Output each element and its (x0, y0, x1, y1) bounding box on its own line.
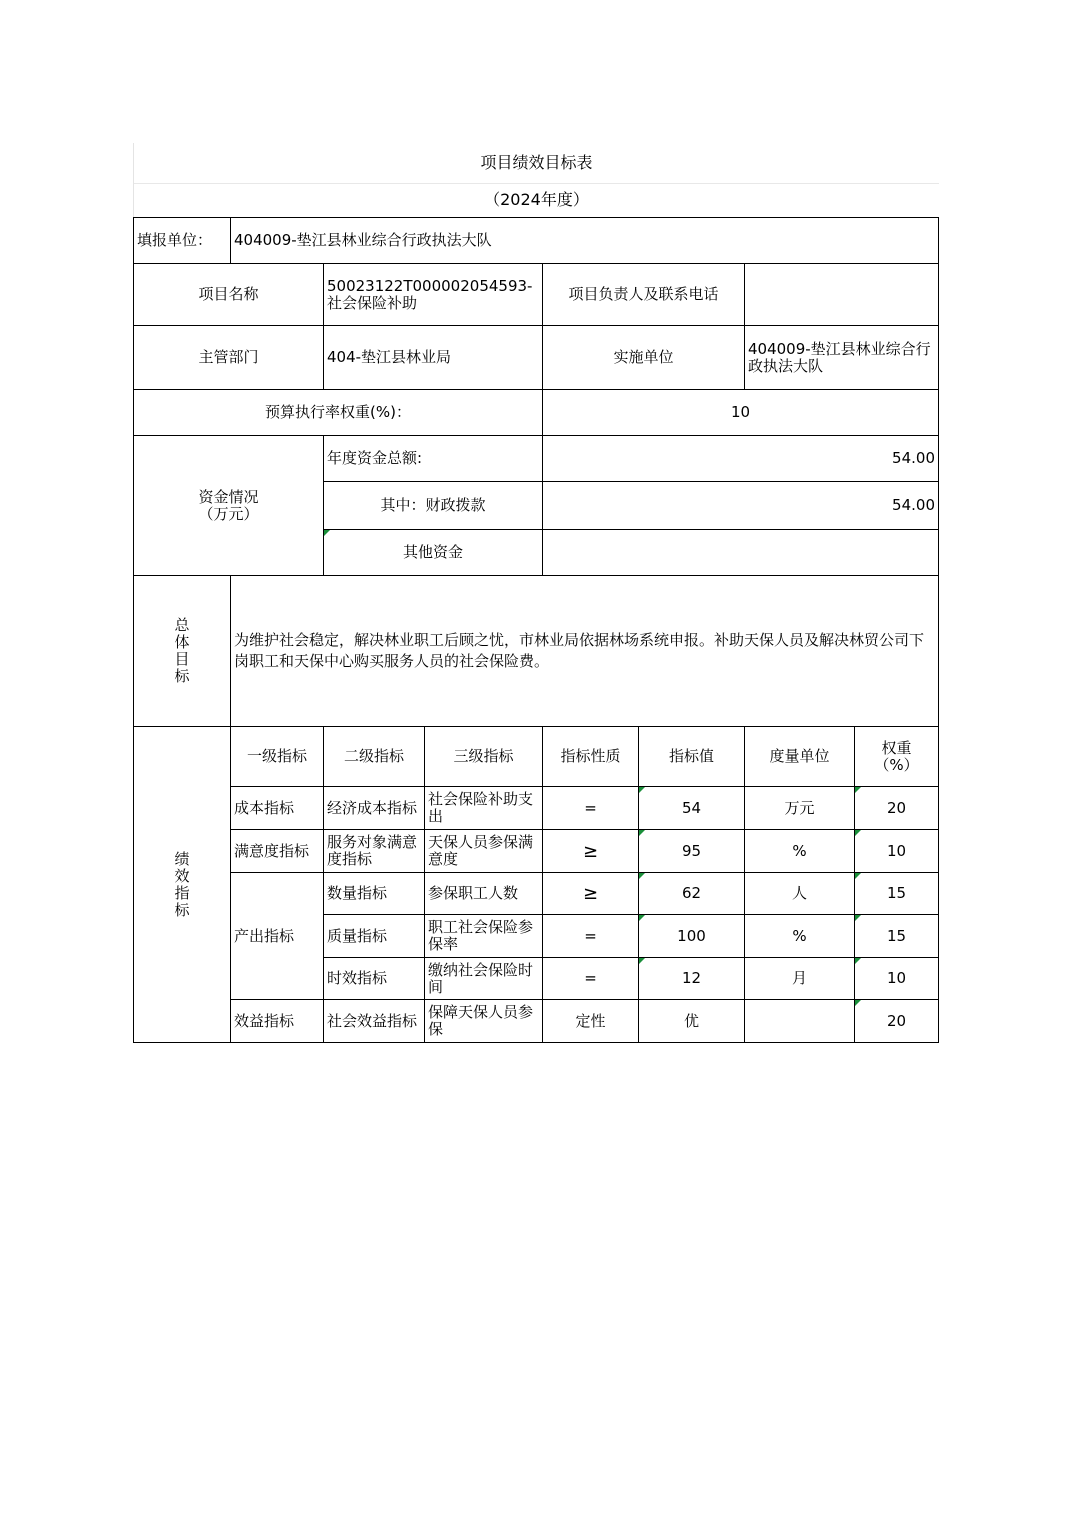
row-level2: 经济成本指标 (324, 787, 425, 830)
row-level2: 数量指标 (324, 873, 425, 915)
row-level2: 社会效益指标 (324, 1000, 425, 1043)
row-level3: 社会保险补助支出 (425, 787, 543, 830)
budget-weight-label: 预算执行率权重(%)： (134, 390, 543, 436)
row-level3: 天保人员参保满意度 (425, 830, 543, 873)
row-unit: % (745, 830, 855, 873)
impl-unit-label: 实施单位 (543, 326, 745, 390)
row-level2: 服务对象满意度指标 (324, 830, 425, 873)
row-level3: 参保职工人数 (425, 873, 543, 915)
row-value: 12 (639, 958, 745, 1000)
header-weight: 权重（%） (855, 727, 939, 787)
funds-total-label: 年度资金总额: (324, 436, 543, 482)
row-level2: 质量指标 (324, 915, 425, 958)
table-row (134, 1000, 939, 1043)
row-level2: 时效指标 (324, 958, 425, 1000)
row-level3: 职工社会保险参保率 (425, 915, 543, 958)
budget-weight-value: 10 (543, 390, 939, 436)
row-nature: = (543, 958, 639, 1000)
sheet-title: 项目绩效目标表 (133, 143, 939, 184)
row-weight: 10 (855, 958, 939, 1000)
row-value: 100 (639, 915, 745, 958)
table-row (134, 873, 939, 915)
row-unit (745, 1000, 855, 1043)
project-contact-value (745, 264, 939, 326)
header-level2: 二级指标 (324, 727, 425, 787)
indicators-label: 绩效指标 (134, 727, 231, 1043)
funds-other-value (543, 530, 939, 576)
row-nature: ≥ (543, 830, 639, 873)
sheet-year: （2024年度） (133, 183, 939, 217)
impl-unit-value: 404009-垫江县林业综合行政执法大队 (745, 326, 939, 390)
row-weight: 20 (855, 1000, 939, 1043)
row-weight: 20 (855, 787, 939, 830)
filler-value: 404009-垫江县林业综合行政执法大队 (231, 218, 939, 264)
header-unit: 度量单位 (745, 727, 855, 787)
project-name-value: 50023122T000002054593-社会保险补助 (324, 264, 543, 326)
row-nature: = (543, 915, 639, 958)
row-value: 优 (639, 1000, 745, 1043)
row-unit: 万元 (745, 787, 855, 830)
header-level3: 三级指标 (425, 727, 543, 787)
table-row (134, 830, 939, 873)
filler-label: 填报单位： (134, 218, 231, 264)
row-level3: 保障天保人员参保 (425, 1000, 543, 1043)
row-level3: 缴纳社会保险时间 (425, 958, 543, 1000)
header-value: 指标值 (639, 727, 745, 787)
overall-goal-text: 为维护社会稳定，解决林业职工后顾之忧，市林业局依据林场系统申报。补助天保人员及解决林贸公司下岗职工和天保中心购买服务人员的社会保险费。 (231, 576, 939, 727)
row-weight: 15 (855, 915, 939, 958)
row-level1: 满意度指标 (231, 830, 324, 873)
row-nature: = (543, 787, 639, 830)
funds-label: 资金情况（万元） (134, 436, 324, 576)
target-table (133, 217, 939, 1043)
table-row (134, 787, 939, 830)
row-nature: 定性 (543, 1000, 639, 1043)
row-value: 95 (639, 830, 745, 873)
row-level1: 效益指标 (231, 1000, 324, 1043)
project-contact-label: 项目负责人及联系电话 (543, 264, 745, 326)
overall-goal-label: 总体目标 (134, 576, 231, 727)
row-nature: ≥ (543, 873, 639, 915)
row-value: 54 (639, 787, 745, 830)
row-value: 62 (639, 873, 745, 915)
header-level1: 一级指标 (231, 727, 324, 787)
funds-fiscal-value: 54.00 (543, 482, 939, 530)
header-nature: 指标性质 (543, 727, 639, 787)
row-level1: 产出指标 (231, 873, 324, 1000)
row-unit: 人 (745, 873, 855, 915)
dept-value: 404-垫江县林业局 (324, 326, 543, 390)
project-name-label: 项目名称 (134, 264, 324, 326)
funds-total-value: 54.00 (543, 436, 939, 482)
funds-fiscal-label: 其中：财政拨款 (324, 482, 543, 530)
row-unit: % (745, 915, 855, 958)
row-weight: 15 (855, 873, 939, 915)
row-unit: 月 (745, 958, 855, 1000)
row-level1: 成本指标 (231, 787, 324, 830)
row-weight: 10 (855, 830, 939, 873)
dept-label: 主管部门 (134, 326, 324, 390)
funds-other-label: 其他资金 (324, 530, 543, 576)
